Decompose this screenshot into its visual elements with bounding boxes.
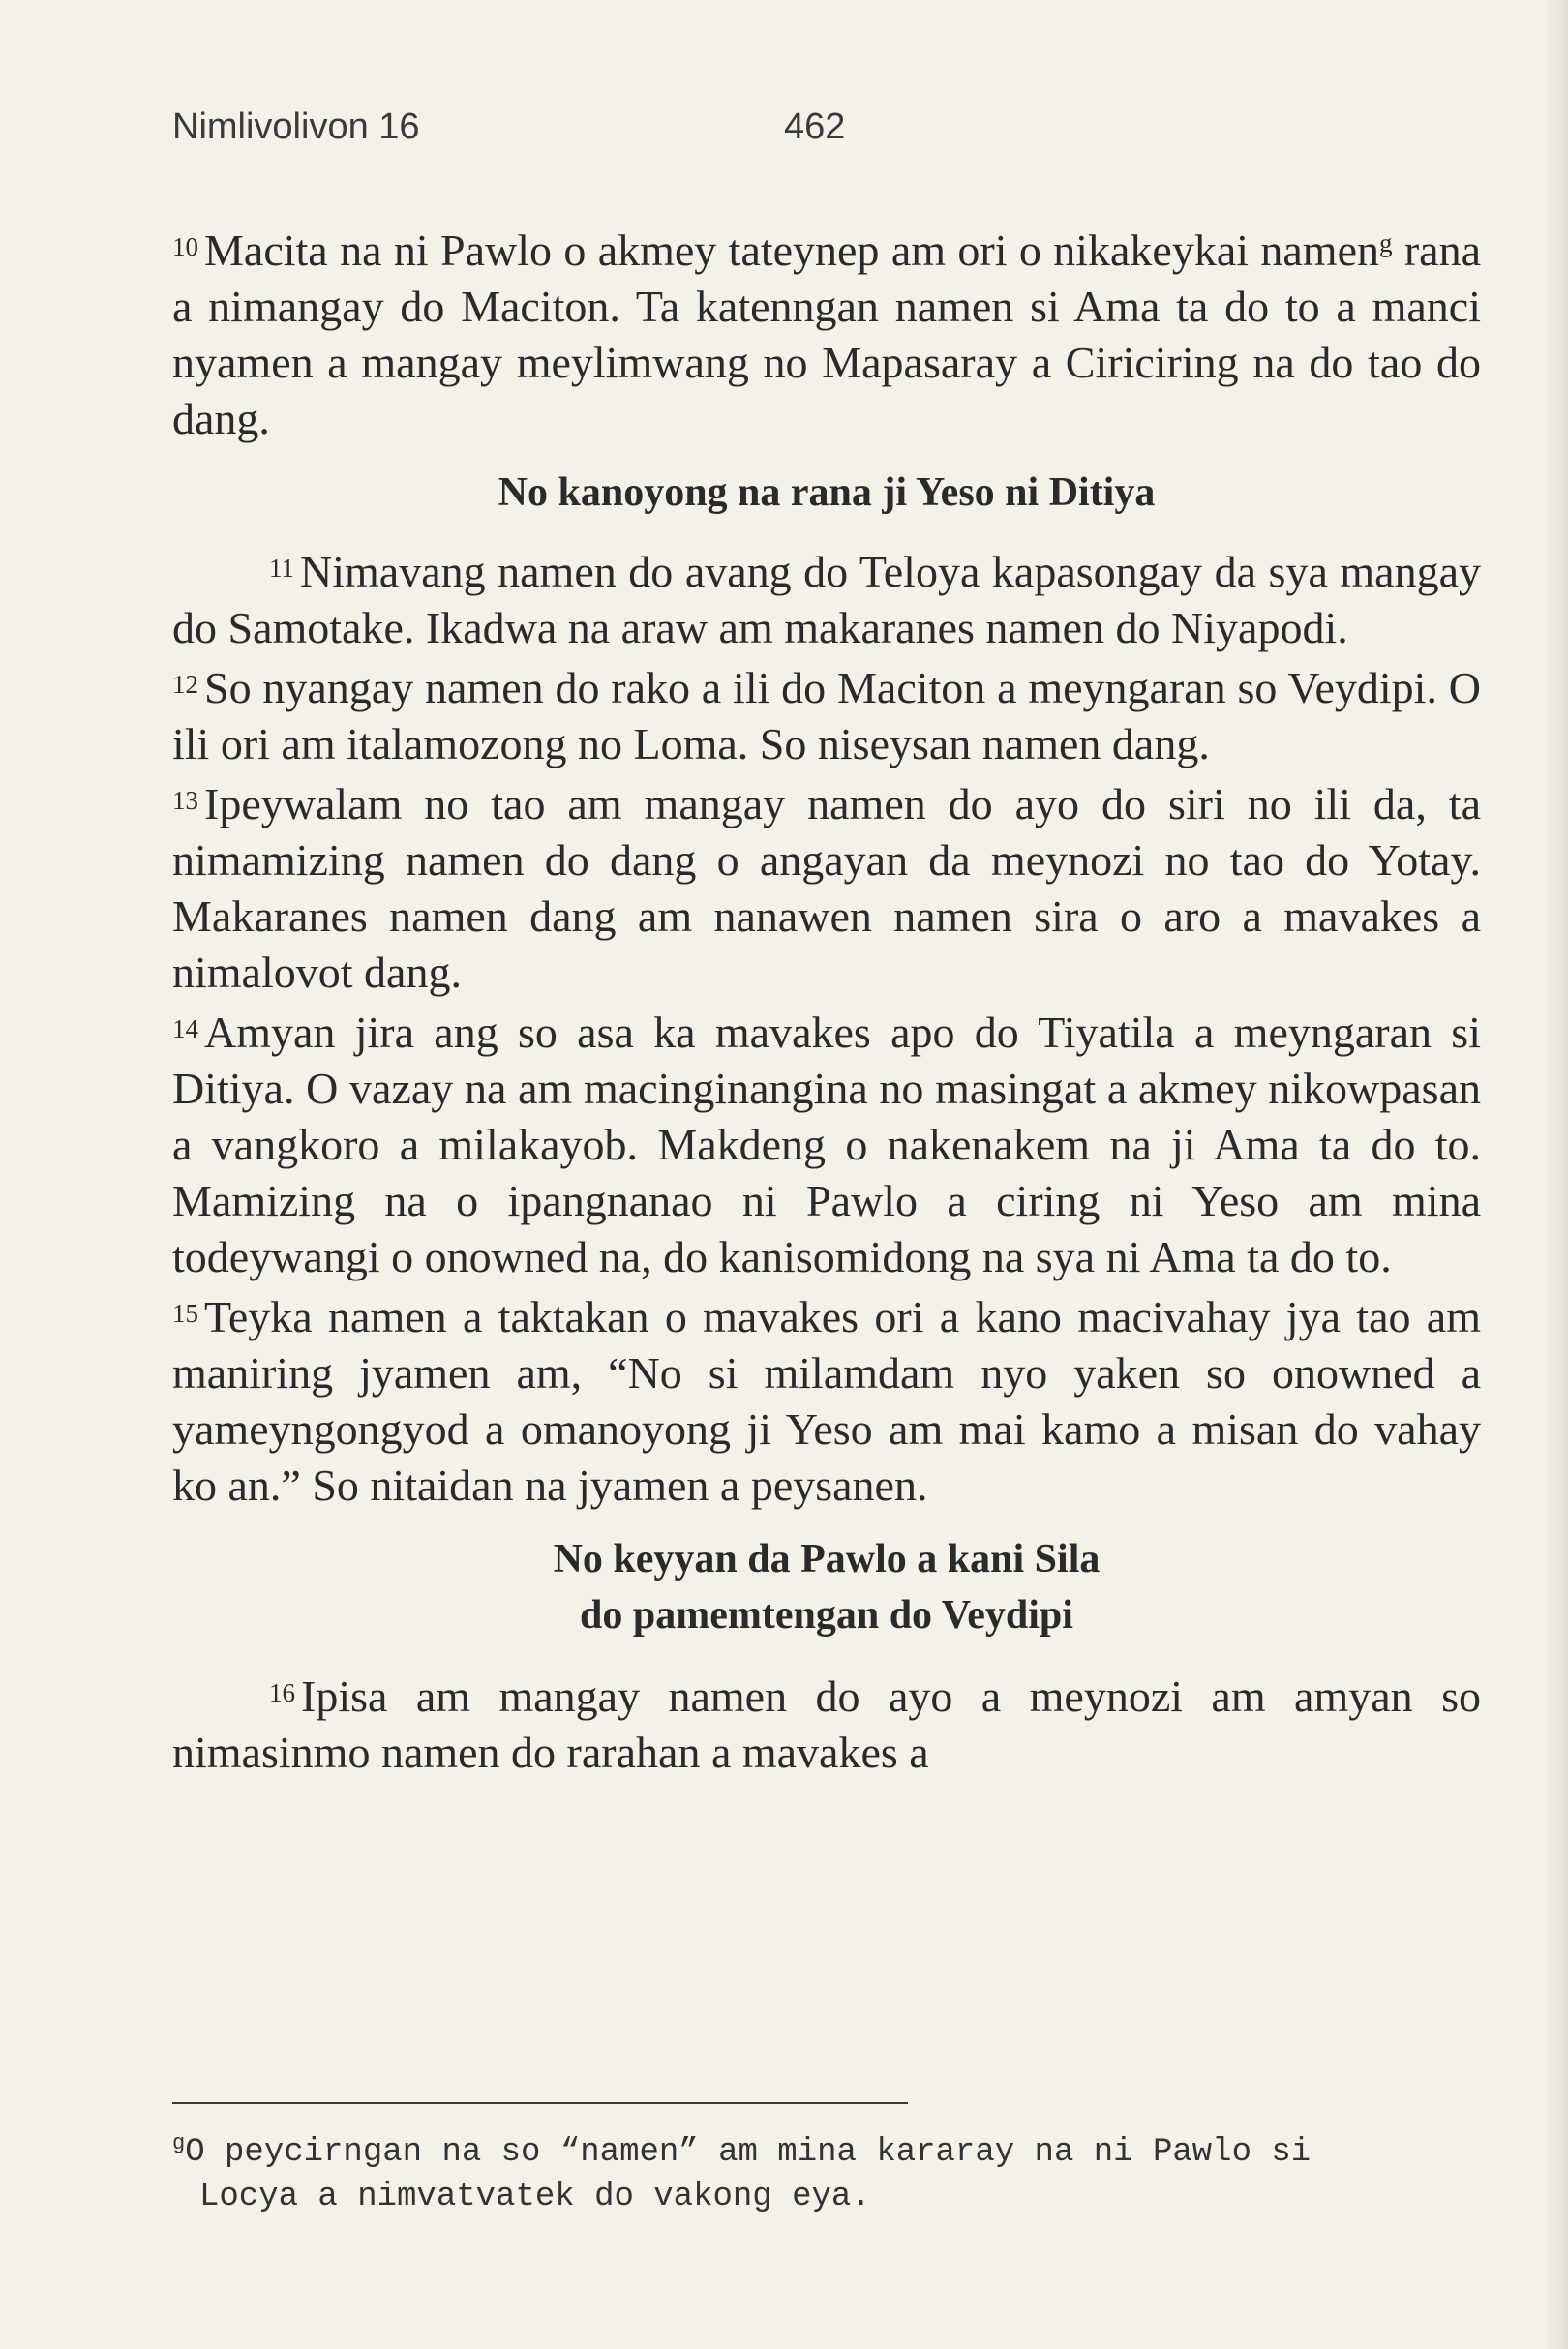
page-binding-shadow <box>1545 0 1568 2349</box>
verse-12 <box>172 656 1481 772</box>
verse-11 <box>172 540 1481 656</box>
page <box>172 93 1481 2215</box>
verse-number: 14 <box>172 1014 198 1043</box>
verse-number: 16 <box>269 1678 295 1707</box>
running-head <box>172 93 1481 151</box>
verse-10 <box>172 215 1481 447</box>
verse-text: Teyka namen a taktakan o mavakes ori a kano macivahay jya tao am maniring jyamen am, “No si milamdam nyo yaken so onowned a yameyngongyod a omanoyong ji Yeso am mai kamo a misan do vahay ko an.” So nitaidan na jyamen a peysanen. <box>172 1292 1481 1510</box>
footnote-line-2: Locya a nimvatvatek do vakong eya. <box>199 2179 871 2215</box>
verse-16 <box>172 1665 1481 1781</box>
verse-text: Ipisa am mangay namen do ayo a meynozi am amyan so nimasinmo namen do rarahan a mavakes a <box>172 1671 1481 1777</box>
page-number: 462 <box>784 106 846 147</box>
verse-text: Nimavang namen do avang do Teloya kapasongay da sya mangay do Samotake. Ikadwa na araw am makaranes namen do Niyapodi. <box>172 547 1481 652</box>
footnote-marker: g <box>1378 228 1393 257</box>
verse-number: 12 <box>172 670 198 699</box>
verse-14 <box>172 1001 1481 1285</box>
footnote-rule <box>172 2102 908 2104</box>
verse-number: 11 <box>269 554 294 583</box>
verse-text: Amyan jira ang so asa ka mavakes apo do Tiyatila a meyngaran si Ditiya. O vazay na am macinginangina no masingat a akmey nikowpasan a vangkoro a milakayob. Makdeng o nakenakem na ji Ama ta do to. Mamizing na o ipangnanao ni Pawlo a ciring ni Yeso am mina todeywangi o onowned na, do kanisomidong na sya ni Ama ta do to. <box>172 1008 1481 1281</box>
footnote-symbol: g <box>172 2131 186 2155</box>
verse-number: 10 <box>172 232 198 261</box>
verse-number: 15 <box>172 1299 198 1328</box>
heading-line-2: do pamemtengan do Veydipi <box>580 1593 1073 1638</box>
verse-text-cont: rana a nimangay do Maciton. Ta katenngan namen si Ama ta do to a manci nyamen a mangay meylimwang no Mapasaray a Ciriciring na do tao do dang. <box>172 226 1481 443</box>
verse-13 <box>172 772 1481 1001</box>
body-text <box>172 215 1481 1781</box>
footnote <box>172 2122 1481 2219</box>
verse-number: 13 <box>172 786 198 815</box>
book-title: Nimlivolivon 16 <box>172 106 420 147</box>
verse-15 <box>172 1285 1481 1514</box>
heading-line-1: No keyyan da Pawlo a kani Sila <box>553 1537 1101 1581</box>
section-heading: No kanoyong na rana ji Yeso ni Ditiya <box>498 470 1156 515</box>
section-heading-2 <box>172 1531 1481 1643</box>
verse-text: Macita na ni Pawlo o akmey tateynep am ori o nikakeykai namen <box>204 226 1379 275</box>
verse-text: Ipeywalam no tao am mangay namen do ayo do siri no ili da, ta nimamizing namen do dang o angayan da meynozi no tao do Yotay. Makaranes namen dang am nanawen namen sira o aro a mavakes a nimalovot dang. <box>172 779 1481 997</box>
verse-text: So nyangay namen do rako a ili do Maciton a meyngaran so Veydipi. O ili ori am italamozong no Loma. So niseysan namen dang. <box>172 663 1481 768</box>
footnote-line-1: O peycirngan na so “namen” am mina kararay na ni Pawlo si <box>185 2134 1312 2171</box>
